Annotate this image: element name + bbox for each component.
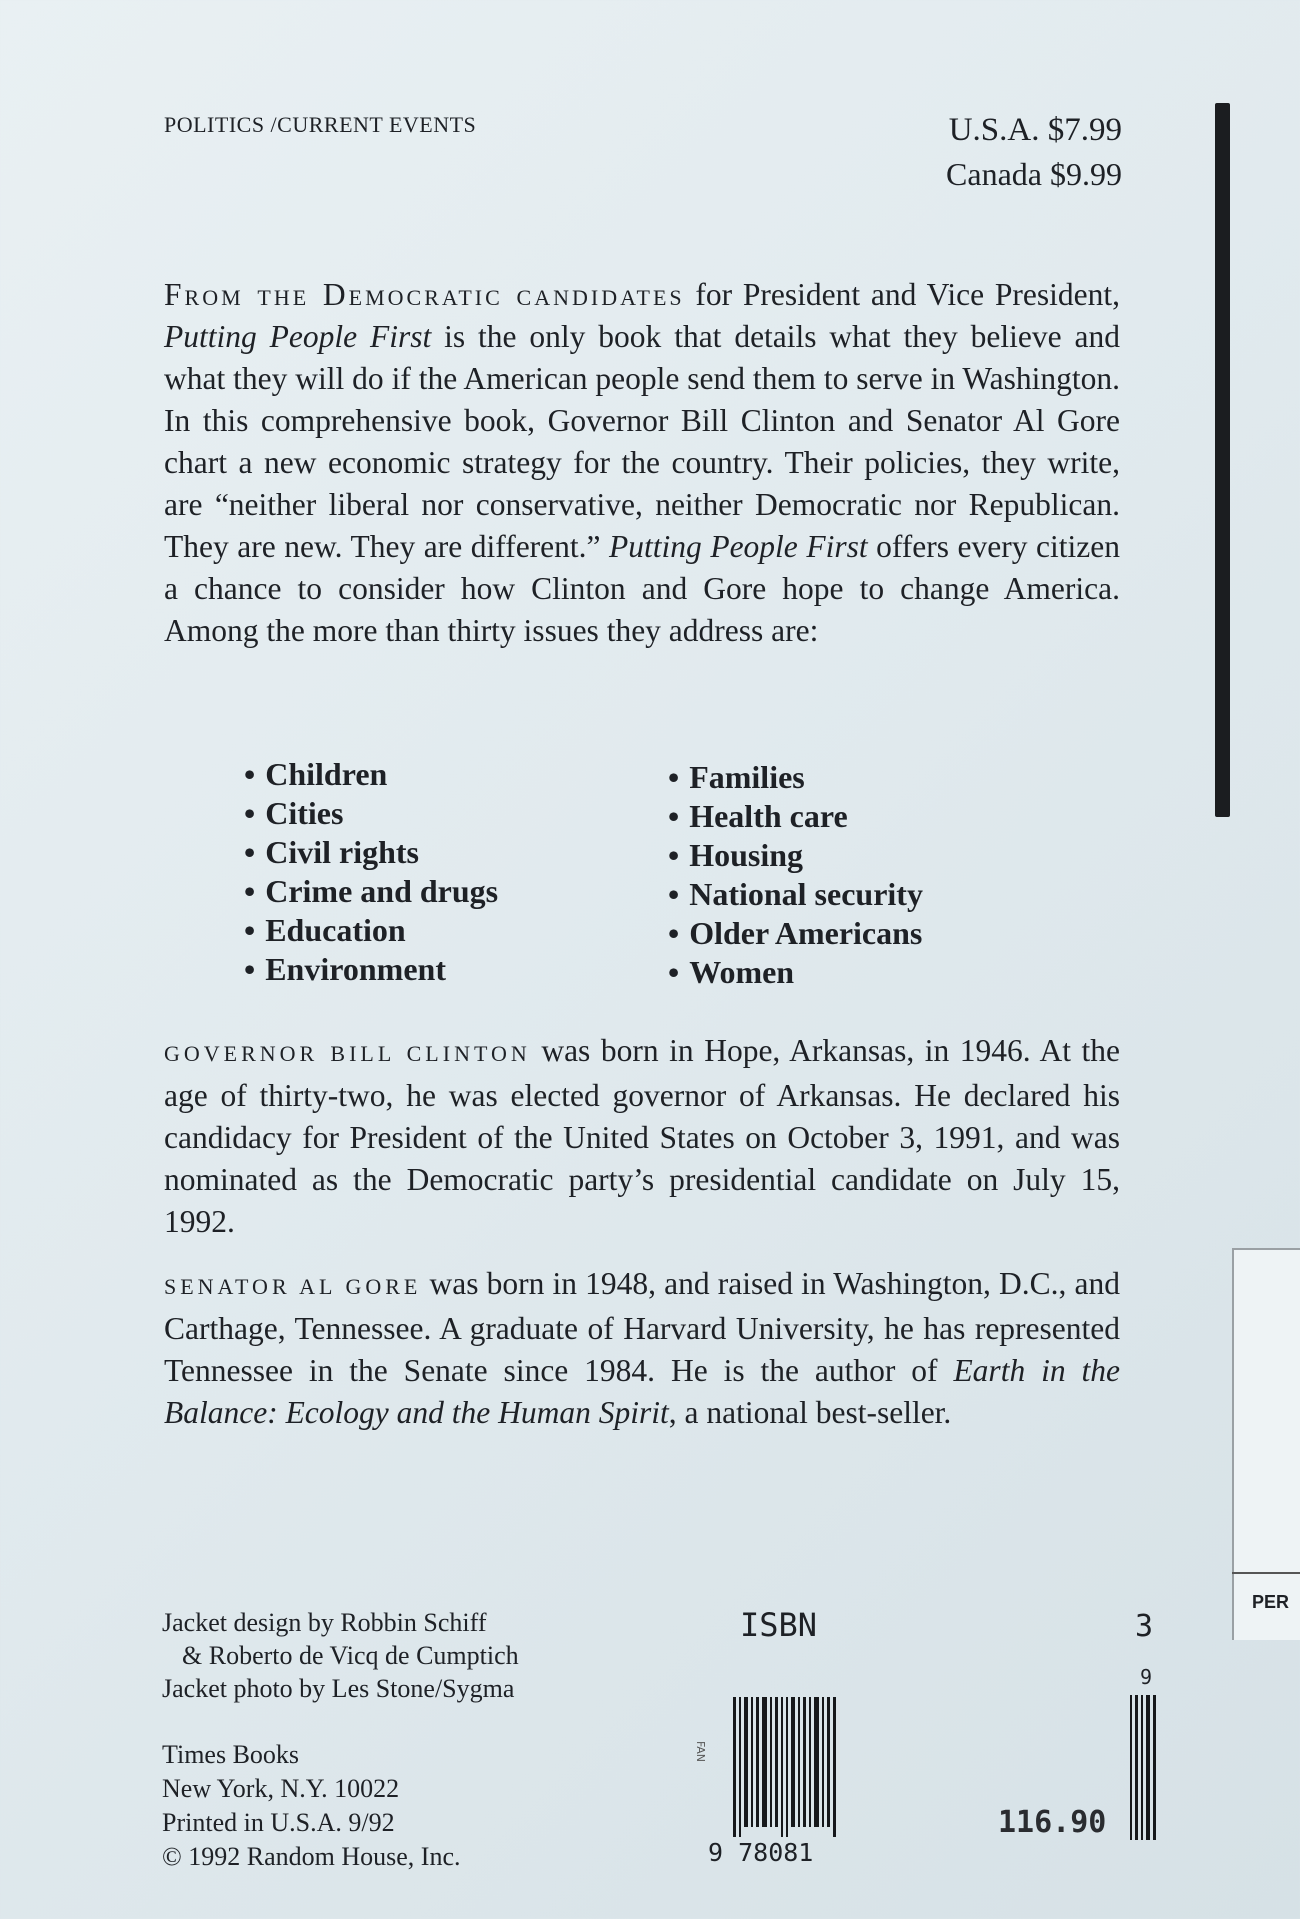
clinton-lead: GOVERNOR BILL CLINTON xyxy=(164,1041,531,1066)
price-canada: Canada $9.99 xyxy=(946,156,1122,192)
intro-title-2: Putting People First xyxy=(609,529,868,564)
issue-item: • Women xyxy=(668,953,923,992)
jacket-credits xyxy=(162,1606,519,1705)
isbn-label: ISBN xyxy=(740,1606,818,1644)
sticker-digit: 9 xyxy=(1140,1665,1153,1689)
issue-item: • Children xyxy=(244,755,498,794)
copyright-line: © 1992 Random House, Inc. xyxy=(162,1842,461,1871)
fan-label: FAN xyxy=(694,1740,708,1763)
intro-text-3: offers every citizen a chance to consider how Clinton and Gore hope to change America. Among the more than thirty issues they address are: xyxy=(164,529,1120,648)
publisher-name: Times Books xyxy=(162,1740,300,1769)
intro-lead: From the Democratic candidates xyxy=(164,277,685,312)
issue-item: • Cities xyxy=(244,794,498,833)
category-label: POLITICS /CURRENT EVENTS xyxy=(164,112,477,137)
intro-title-1: Putting People First xyxy=(164,319,432,354)
issues-column-2 xyxy=(668,758,923,992)
side-tab-divider xyxy=(1232,1572,1300,1574)
issue-item: • Education xyxy=(244,911,498,950)
publisher-info xyxy=(162,1738,461,1874)
credit-line: Jacket design by Robbin Schiff xyxy=(162,1608,487,1637)
side-tab-label: PER xyxy=(1252,1592,1290,1612)
barcode-digits: 9 78081 xyxy=(708,1838,814,1867)
publisher-city: New York, N.Y. 10022 xyxy=(162,1774,400,1803)
issue-item: • Crime and drugs xyxy=(244,872,498,911)
issue-item: • National security xyxy=(668,875,923,914)
gore-text-1: was born in 1948, and raised in Washington, D.C., and Carthage, Tennessee. A graduate of Harvard University, he has represented Tennessee in the Senate since 1984. He is the author of xyxy=(164,1266,1120,1388)
printed-line: Printed in U.S.A. 9/92 xyxy=(162,1808,395,1837)
barcode-image xyxy=(733,1697,839,1837)
gore-book-title: Earth in the Balance: Ecology and the Human Spirit xyxy=(164,1353,1120,1430)
issue-item: • Families xyxy=(668,758,923,797)
side-tab xyxy=(1232,1248,1300,1640)
clinton-text: was born in Hope, Arkansas, in 1946. At the age of thirty-two, he was elected governor of Arkansas. He declared his candidacy for President of the United States on October 3, 1991, and was nominated as the Democratic party’s presidential candidate on July 15, 1992. xyxy=(164,1033,1121,1239)
gore-bio xyxy=(164,1263,1120,1434)
price-barcode-image xyxy=(1130,1695,1158,1840)
credit-line: Jacket photo by Les Stone/Sygma xyxy=(162,1674,515,1703)
spine-bar xyxy=(1215,103,1230,817)
issues-column-1 xyxy=(244,755,498,989)
intro-text-2: is the only book that details what they believe and what they will do if the American people send them to serve in Washington. In this comprehensive book, Governor Bill Clinton and Senator Al Gore chart a new economic strategy for the country. Their policies, they write, are “neither liberal nor conservative, neither Democratic nor Republican. They are new. They are different.” xyxy=(164,319,1120,564)
issue-item: • Older Americans xyxy=(668,914,923,953)
intro-text-1: for President and Vice President, xyxy=(684,277,1121,312)
price-code-digit: 3 xyxy=(1135,1609,1154,1644)
issue-item: • Environment xyxy=(244,950,498,989)
sticker-price: 116.90 xyxy=(998,1805,1107,1840)
issue-item: • Housing xyxy=(668,836,923,875)
gore-text-2: , a national best-seller. xyxy=(668,1395,952,1430)
gore-lead: SENATOR AL GORE xyxy=(164,1274,422,1299)
issue-item: • Health care xyxy=(668,797,923,836)
price-us: U.S.A. $7.99 xyxy=(948,112,1122,148)
clinton-bio xyxy=(164,1030,1120,1243)
intro-paragraph xyxy=(164,274,1120,652)
issue-item: • Civil rights xyxy=(244,833,498,872)
credit-line: & Roberto de Vicq de Cumptich xyxy=(182,1641,519,1670)
